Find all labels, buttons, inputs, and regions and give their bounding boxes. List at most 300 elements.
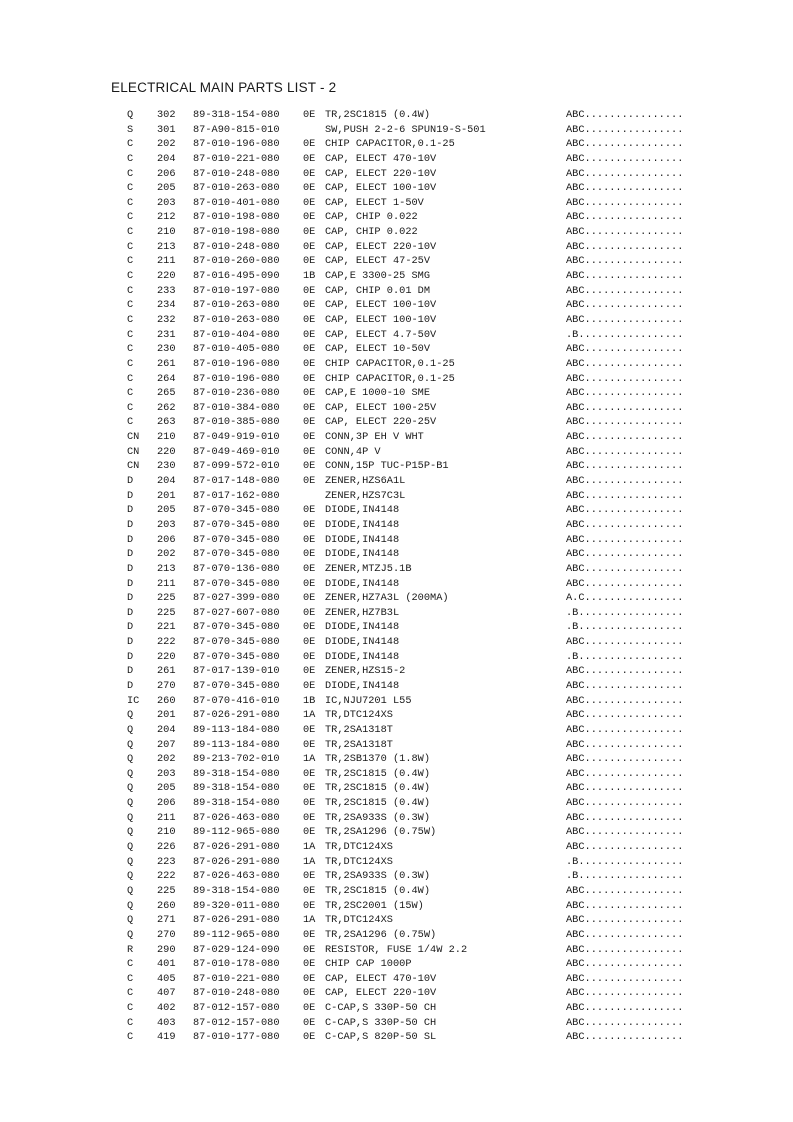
table-row <box>0 855 793 870</box>
revision-code: 0E <box>303 416 316 429</box>
table-row <box>0 591 793 606</box>
area-code: ABC................ <box>566 270 684 283</box>
area-code: ABC................ <box>566 928 684 941</box>
table-row <box>0 781 793 796</box>
area-code: ABC................ <box>566 313 684 326</box>
table-row <box>0 123 793 138</box>
revision-code: 0E <box>303 738 316 751</box>
part-description: CAP, ELECT 100-10V <box>325 313 437 326</box>
part-number: 87-012-157-080 <box>193 1016 280 1029</box>
area-code: ABC................ <box>566 401 684 414</box>
part-type: C <box>127 182 134 195</box>
table-row <box>0 152 793 167</box>
part-type: D <box>127 636 134 649</box>
area-code: ABC................ <box>566 299 684 312</box>
reference-number: 205 <box>157 504 176 517</box>
area-code: ABC................ <box>566 694 684 707</box>
reference-number: 202 <box>157 753 176 766</box>
part-type: C <box>127 313 134 326</box>
part-description: TR,2SA933S (0.3W) <box>325 870 431 883</box>
area-code: ABC................ <box>566 196 684 209</box>
part-description: CAP,E 1000-10 SME <box>325 387 431 400</box>
area-code: ABC................ <box>566 723 684 736</box>
area-code: ABC................ <box>566 343 684 356</box>
part-type: IC <box>127 694 140 707</box>
reference-number: 203 <box>157 518 176 531</box>
reference-number: 402 <box>157 1002 176 1015</box>
reference-number: 210 <box>157 226 176 239</box>
part-description: SW,PUSH 2-2-6 SPUN19-S-501 <box>325 123 486 136</box>
part-description: CAP, CHIP 0.022 <box>325 226 418 239</box>
table-row <box>0 372 793 387</box>
table-row <box>0 401 793 416</box>
part-number: 87-026-291-080 <box>193 855 280 868</box>
part-type: D <box>127 621 134 634</box>
revision-code: 0E <box>303 328 316 341</box>
part-number: 87-029-124-090 <box>193 943 280 956</box>
part-type: D <box>127 665 134 678</box>
table-row <box>0 899 793 914</box>
table-row <box>0 284 793 299</box>
part-number: 87-049-469-010 <box>193 445 280 458</box>
revision-code: 0E <box>303 562 316 575</box>
part-description: CAP, ELECT 100-10V <box>325 299 437 312</box>
part-description: TR,2SC1815 (0.4W) <box>325 767 431 780</box>
table-row <box>0 225 793 240</box>
part-description: TR,DTC124XS <box>325 841 393 854</box>
part-description: ZENER,HZ7B3L <box>325 606 400 619</box>
part-type: CN <box>127 445 140 458</box>
reference-number: 231 <box>157 328 176 341</box>
part-description: IC,NJU7201 L55 <box>325 694 412 707</box>
part-description: CAP, ELECT 470-10V <box>325 972 437 985</box>
table-row <box>0 108 793 123</box>
part-number: 87-026-463-080 <box>193 811 280 824</box>
area-code: ABC................ <box>566 1016 684 1029</box>
part-type: D <box>127 504 134 517</box>
table-row <box>0 811 793 826</box>
part-description: ZENER,MTZJ5.1B <box>325 562 412 575</box>
part-description: DIODE,IN4148 <box>325 650 400 663</box>
reference-number: 205 <box>157 782 176 795</box>
revision-code: 0E <box>303 958 316 971</box>
reference-number: 203 <box>157 196 176 209</box>
area-code: ABC................ <box>566 445 684 458</box>
part-number: 87-010-177-080 <box>193 1031 280 1044</box>
part-number: 87-010-263-080 <box>193 299 280 312</box>
table-row <box>0 723 793 738</box>
part-description: CONN,15P TUC-P15P-B1 <box>325 460 449 473</box>
part-number: 87-010-248-080 <box>193 987 280 1000</box>
table-row <box>0 606 793 621</box>
reference-number: 210 <box>157 826 176 839</box>
part-type: C <box>127 343 134 356</box>
part-type: Q <box>127 841 134 854</box>
part-type: C <box>127 416 134 429</box>
part-number: 89-318-154-080 <box>193 767 280 780</box>
area-code: ABC................ <box>566 943 684 956</box>
revision-code: 0E <box>303 592 316 605</box>
part-number: 87-016-495-090 <box>193 270 280 283</box>
revision-code: 0E <box>303 1031 316 1044</box>
part-type: C <box>127 226 134 239</box>
part-type: C <box>127 270 134 283</box>
area-code: ABC................ <box>566 548 684 561</box>
part-description: CHIP CAPACITOR,0.1-25 <box>325 138 455 151</box>
table-row <box>0 489 793 504</box>
revision-code: 1B <box>303 694 316 707</box>
reference-number: 213 <box>157 240 176 253</box>
table-row <box>0 986 793 1001</box>
area-code: ABC................ <box>566 533 684 546</box>
part-number: 87-010-221-080 <box>193 152 280 165</box>
part-description: ZENER,HZ7A3L (200MA) <box>325 592 449 605</box>
area-code: ABC................ <box>566 240 684 253</box>
part-number: 87-010-196-080 <box>193 357 280 370</box>
part-description: CAP, ELECT 10-50V <box>325 343 431 356</box>
revision-code: 0E <box>303 826 316 839</box>
table-row <box>0 210 793 225</box>
part-type: Q <box>127 738 134 751</box>
part-number: 87-012-157-080 <box>193 1002 280 1015</box>
revision-code: 0E <box>303 475 316 488</box>
area-code: ABC................ <box>566 255 684 268</box>
revision-code: 0E <box>303 460 316 473</box>
revision-code: 1A <box>303 855 316 868</box>
revision-code: 0E <box>303 240 316 253</box>
reference-number: 234 <box>157 299 176 312</box>
part-type: C <box>127 372 134 385</box>
part-number: 87-026-291-080 <box>193 841 280 854</box>
part-description: C-CAP,S 330P-50 CH <box>325 1002 437 1015</box>
reference-number: 211 <box>157 577 176 590</box>
table-row <box>0 533 793 548</box>
revision-code: 0E <box>303 401 316 414</box>
area-code: ABC................ <box>566 899 684 912</box>
area-code: ABC................ <box>566 460 684 473</box>
reference-number: 262 <box>157 401 176 414</box>
revision-code: 0E <box>303 255 316 268</box>
table-row <box>0 577 793 592</box>
part-description: TR,2SA1318T <box>325 738 393 751</box>
table-row <box>0 1001 793 1016</box>
reference-number: 220 <box>157 650 176 663</box>
part-number: 87-017-139-010 <box>193 665 280 678</box>
table-row <box>0 503 793 518</box>
revision-code: 0E <box>303 445 316 458</box>
part-type: D <box>127 475 134 488</box>
reference-number: 210 <box>157 431 176 444</box>
area-code: ABC................ <box>566 577 684 590</box>
table-row <box>0 430 793 445</box>
part-type: S <box>127 123 134 136</box>
part-number: 87-070-345-080 <box>193 533 280 546</box>
part-type: C <box>127 299 134 312</box>
revision-code: 0E <box>303 138 316 151</box>
part-type: Q <box>127 884 134 897</box>
part-number: 87-010-384-080 <box>193 401 280 414</box>
area-code: ABC................ <box>566 987 684 1000</box>
area-code: ABC................ <box>566 504 684 517</box>
revision-code: 0E <box>303 987 316 1000</box>
part-description: ZENER,HZS7C3L <box>325 489 406 502</box>
reference-number: 207 <box>157 738 176 751</box>
part-description: TR,2SC2001 (15W) <box>325 899 424 912</box>
reference-number: 204 <box>157 723 176 736</box>
area-code: ABC................ <box>566 416 684 429</box>
part-number: 87-010-405-080 <box>193 343 280 356</box>
part-description: CAP, ELECT 47-25V <box>325 255 431 268</box>
part-number: 87-027-399-080 <box>193 592 280 605</box>
part-number: 87-070-345-080 <box>193 679 280 692</box>
part-description: CONN,3P EH V WHT <box>325 431 424 444</box>
revision-code: 1A <box>303 841 316 854</box>
table-row <box>0 796 793 811</box>
revision-code: 0E <box>303 182 316 195</box>
reference-number: 407 <box>157 987 176 1000</box>
reference-number: 233 <box>157 284 176 297</box>
reference-number: 225 <box>157 884 176 897</box>
part-description: CHIP CAP 1000P <box>325 958 412 971</box>
area-code: ABC................ <box>566 109 684 121</box>
parts-list <box>0 108 793 1045</box>
part-description: CHIP CAPACITOR,0.1-25 <box>325 372 455 385</box>
part-type: C <box>127 196 134 209</box>
table-row <box>0 972 793 987</box>
area-code: ABC................ <box>566 665 684 678</box>
area-code: A.C................ <box>566 592 684 605</box>
area-code: .B................. <box>566 650 684 663</box>
reference-number: 302 <box>157 109 176 121</box>
reference-number: 222 <box>157 870 176 883</box>
reference-number: 220 <box>157 270 176 283</box>
part-description: DIODE,IN4148 <box>325 533 400 546</box>
part-type: D <box>127 679 134 692</box>
reference-number: 232 <box>157 313 176 326</box>
part-number: 87-017-148-080 <box>193 475 280 488</box>
table-row <box>0 943 793 958</box>
table-row <box>0 840 793 855</box>
table-row <box>0 196 793 211</box>
revision-code: 0E <box>303 665 316 678</box>
revision-code: 0E <box>303 577 316 590</box>
reference-number: 204 <box>157 475 176 488</box>
part-description: RESISTOR, FUSE 1/4W 2.2 <box>325 943 468 956</box>
part-type: Q <box>127 753 134 766</box>
revision-code: 0E <box>303 372 316 385</box>
part-number: 87-070-136-080 <box>193 562 280 575</box>
part-description: CAP, ELECT 220-25V <box>325 416 437 429</box>
area-code: .B................. <box>566 855 684 868</box>
part-number: 87-010-198-080 <box>193 211 280 224</box>
part-description: CAP, CHIP 0.022 <box>325 211 418 224</box>
area-code: ABC................ <box>566 489 684 502</box>
part-type: D <box>127 533 134 546</box>
table-row <box>0 738 793 753</box>
reference-number: 220 <box>157 445 176 458</box>
table-row <box>0 957 793 972</box>
part-description: TR,2SC1815 (0.4W) <box>325 797 431 810</box>
area-code: ABC................ <box>566 284 684 297</box>
part-description: TR,2SC1815 (0.4W) <box>325 782 431 795</box>
reference-number: 205 <box>157 182 176 195</box>
part-description: DIODE,IN4148 <box>325 577 400 590</box>
table-row <box>0 298 793 313</box>
area-code: ABC................ <box>566 475 684 488</box>
reference-number: 201 <box>157 709 176 722</box>
part-number: 87-070-345-080 <box>193 621 280 634</box>
part-number: 87-010-404-080 <box>193 328 280 341</box>
area-code: .B................. <box>566 621 684 634</box>
part-type: C <box>127 357 134 370</box>
table-row <box>0 869 793 884</box>
area-code: ABC................ <box>566 226 684 239</box>
reference-number: 230 <box>157 460 176 473</box>
part-number: 89-318-154-080 <box>193 797 280 810</box>
revision-code: 1A <box>303 914 316 927</box>
table-row <box>0 1016 793 1031</box>
part-type: Q <box>127 782 134 795</box>
table-row <box>0 825 793 840</box>
part-description: TR,DTC124XS <box>325 914 393 927</box>
area-code: ABC................ <box>566 211 684 224</box>
revision-code: 0E <box>303 167 316 180</box>
area-code: ABC................ <box>566 1031 684 1044</box>
part-type: Q <box>127 826 134 839</box>
part-description: CONN,4P V <box>325 445 381 458</box>
part-number: 87-070-345-080 <box>193 518 280 531</box>
revision-code: 0E <box>303 767 316 780</box>
revision-code: 1A <box>303 753 316 766</box>
table-row <box>0 445 793 460</box>
part-number: 87-070-345-080 <box>193 636 280 649</box>
revision-code: 0E <box>303 548 316 561</box>
table-row <box>0 269 793 284</box>
part-description: DIODE,IN4148 <box>325 679 400 692</box>
part-type: Q <box>127 914 134 927</box>
table-row <box>0 620 793 635</box>
revision-code: 0E <box>303 1002 316 1015</box>
area-code: ABC................ <box>566 884 684 897</box>
part-number: 87-010-263-080 <box>193 313 280 326</box>
table-row <box>0 664 793 679</box>
table-row <box>0 518 793 533</box>
reference-number: 260 <box>157 694 176 707</box>
part-number: 87-026-291-080 <box>193 914 280 927</box>
area-code: ABC................ <box>566 518 684 531</box>
revision-code: 0E <box>303 636 316 649</box>
part-description: TR,DTC124XS <box>325 855 393 868</box>
part-description: CAP, ELECT 470-10V <box>325 152 437 165</box>
revision-code: 1A <box>303 709 316 722</box>
area-code: ABC................ <box>566 767 684 780</box>
reference-number: 223 <box>157 855 176 868</box>
part-type: C <box>127 987 134 1000</box>
part-type: D <box>127 592 134 605</box>
part-type: C <box>127 211 134 224</box>
revision-code: 0E <box>303 943 316 956</box>
table-row <box>0 767 793 782</box>
area-code: ABC................ <box>566 562 684 575</box>
part-type: R <box>127 943 134 956</box>
revision-code: 0E <box>303 299 316 312</box>
part-description: CAP, ELECT 220-10V <box>325 240 437 253</box>
revision-code: 0E <box>303 504 316 517</box>
part-description: TR,2SC1815 (0.4W) <box>325 884 431 897</box>
part-description: DIODE,IN4148 <box>325 518 400 531</box>
reference-number: 405 <box>157 972 176 985</box>
revision-code: 0E <box>303 196 316 209</box>
revision-code: 0E <box>303 226 316 239</box>
reference-number: 213 <box>157 562 176 575</box>
area-code: ABC................ <box>566 826 684 839</box>
reference-number: 225 <box>157 606 176 619</box>
reference-number: 204 <box>157 152 176 165</box>
reference-number: 206 <box>157 533 176 546</box>
revision-code: 0E <box>303 928 316 941</box>
area-code: ABC................ <box>566 138 684 151</box>
reference-number: 270 <box>157 928 176 941</box>
part-description: CAP, ELECT 220-10V <box>325 167 437 180</box>
table-row <box>0 650 793 665</box>
reference-number: 263 <box>157 416 176 429</box>
revision-code: 0E <box>303 284 316 297</box>
revision-code: 0E <box>303 723 316 736</box>
area-code: ABC................ <box>566 372 684 385</box>
area-code: ABC................ <box>566 357 684 370</box>
part-description: CAP, ELECT 1-50V <box>325 196 424 209</box>
part-description: DIODE,IN4148 <box>325 636 400 649</box>
revision-code: 0E <box>303 811 316 824</box>
part-number: 89-318-154-080 <box>193 782 280 795</box>
part-type: Q <box>127 709 134 722</box>
revision-code: 0E <box>303 972 316 985</box>
revision-code: 0E <box>303 357 316 370</box>
revision-code: 0E <box>303 343 316 356</box>
revision-code: 0E <box>303 152 316 165</box>
revision-code: 0E <box>303 782 316 795</box>
part-number: 87-070-345-080 <box>193 504 280 517</box>
reference-number: 403 <box>157 1016 176 1029</box>
part-description: TR,DTC124XS <box>325 709 393 722</box>
part-number: 87-010-248-080 <box>193 167 280 180</box>
part-type: C <box>127 255 134 268</box>
area-code: ABC................ <box>566 387 684 400</box>
part-description: DIODE,IN4148 <box>325 548 400 561</box>
part-description: ZENER,HZS15-2 <box>325 665 406 678</box>
part-number: 87-010-196-080 <box>193 372 280 385</box>
revision-code: 0E <box>303 1016 316 1029</box>
part-type: D <box>127 650 134 663</box>
table-row <box>0 386 793 401</box>
part-description: CHIP CAPACITOR,0.1-25 <box>325 357 455 370</box>
part-description: CAP,E 3300-25 SMG <box>325 270 431 283</box>
part-number: 89-113-184-080 <box>193 723 280 736</box>
area-code: ABC................ <box>566 753 684 766</box>
part-type: CN <box>127 431 140 444</box>
reference-number: 419 <box>157 1031 176 1044</box>
area-code: ABC................ <box>566 679 684 692</box>
area-code: ABC................ <box>566 1002 684 1015</box>
area-code: ABC................ <box>566 797 684 810</box>
part-type: C <box>127 328 134 341</box>
revision-code: 0E <box>303 679 316 692</box>
table-row <box>0 1030 793 1045</box>
reference-number: 401 <box>157 958 176 971</box>
part-type: C <box>127 1016 134 1029</box>
part-type: D <box>127 606 134 619</box>
part-type: C <box>127 958 134 971</box>
